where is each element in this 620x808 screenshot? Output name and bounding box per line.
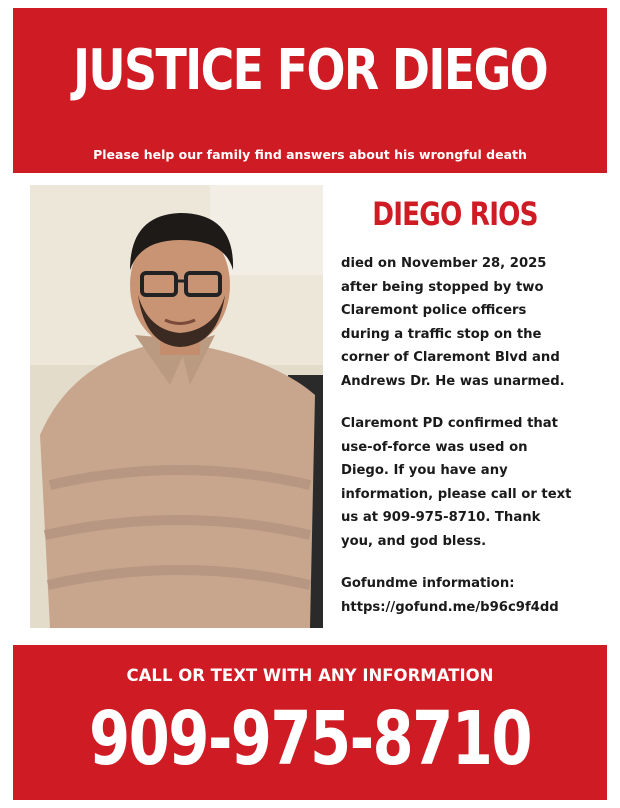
- person-name: DIEGO RIOS: [372, 195, 538, 233]
- incident-paragraph: died on November 28, 2025 after being stopped by two Claremont police officers during a traffic stop on the corner of Claremont Blvd and Andrews Dr. He was unarmed.: [341, 256, 565, 389]
- call-to-action: CALL OR TEXT WITH ANY INFORMATION: [126, 666, 494, 685]
- top-banner: [13, 8, 607, 173]
- headline: JUSTICE FOR DIEGO: [72, 38, 548, 103]
- phone-number: 909-975-8710: [89, 696, 531, 782]
- portrait-photo: [30, 185, 323, 628]
- portrait-illustration: [30, 185, 323, 628]
- bottom-banner: [13, 645, 607, 800]
- subheadline: Please help our family find answers about his wrongful death: [93, 147, 527, 162]
- gofundme-paragraph: Gofundme information: https://gofund.me/b96c9f4dd: [341, 576, 559, 615]
- police-statement-paragraph: Claremont PD confirmed that use-of-force was used on Diego. If you have any information, please call or text us at 909-975-8710. Thank you, and god bless.: [341, 416, 572, 549]
